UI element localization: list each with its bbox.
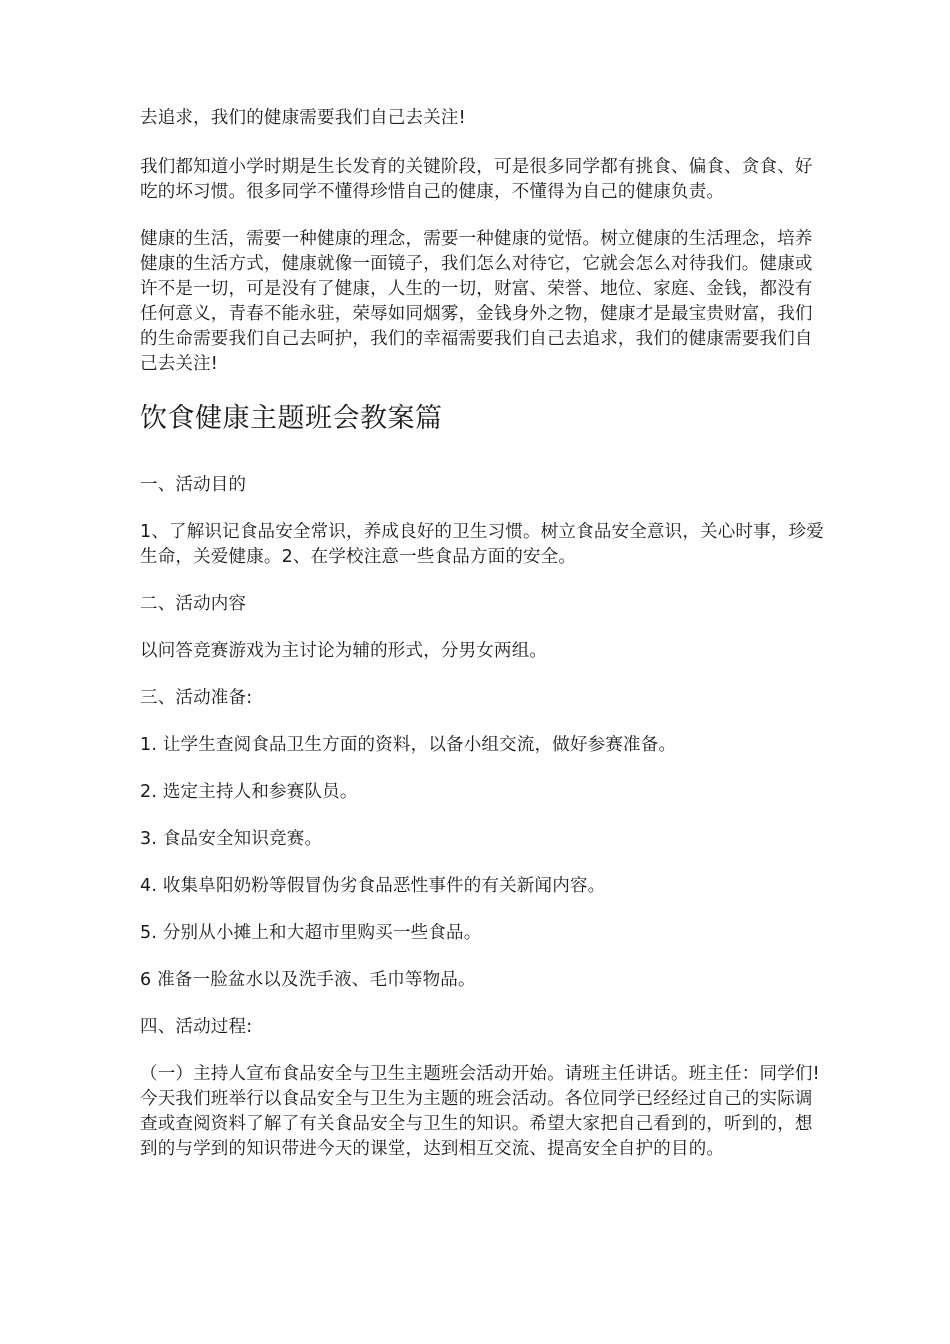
paragraph: 健康的生活，需要一种健康的理念，需要一种健康的觉悟。树立健康的生活理念，培养健康的生活方式，健康就像一面镜子，我们怎么对待它，它就会怎么对待我们。健康或许不是一切，可是没有了健康，人生的一切，财富、荣誉、地位、家庭、金钱，都没有任何意义，青春不能永驻，荣辱如同烟雾，金钱身外之物，健康才是最宝贵财富，我们的生命需要我们自己去呵护，我们的幸福需要我们自己去追求，我们的健康需要我们自己去关注!	[140, 229, 813, 374]
paragraph: 我们都知道小学时期是生长发育的关键阶段，可是很多同学都有挑食、偏食、贪食、好吃的坏习惯。很多同学不懂得珍惜自己的健康，不懂得为自己的健康负责。	[140, 157, 813, 202]
list-item: 5. 分别从小摊上和大超市里购买一些食品。	[140, 923, 482, 943]
section-title: 三、活动准备:	[140, 688, 253, 708]
paragraph: 以问答竞赛游戏为主讨论为辅的形式，分男女两组。	[140, 641, 548, 661]
list-item: 3. 食品安全知识竞赛。	[140, 829, 323, 849]
section-title: 二、活动内容	[140, 594, 247, 614]
section-title: 一、活动目的	[140, 475, 247, 495]
list-item: 1. 让学生查阅食品卫生方面的资料，以备小组交流，做好参赛准备。	[140, 735, 677, 755]
paragraph: （一）主持人宣布食品安全与卫生主题班会活动开始。请班主任讲话。班主任：同学们!今天我们班举行以食品安全与卫生为主题的班会活动。各位同学已经经过自己的实际调查或查阅资料了解了有关食品安全与卫生的知识。希望大家把自己看到的，听到的，想到的与学到的知识带进今天的课堂，达到相互交流、提高安全自护的目的。	[140, 1064, 820, 1159]
section-heading: 饮食健康主题班会教案篇	[140, 403, 443, 434]
list-item: 2. 选定主持人和参赛队员。	[140, 782, 358, 802]
paragraph: 1、了解识记食品安全常识，养成良好的卫生习惯。树立食品安全意识，关心时事，珍爱生命，关爱健康。2、在学校注意一些食品方面的安全。	[140, 522, 824, 567]
section-title: 四、活动过程:	[140, 1017, 253, 1037]
list-item: 4. 收集阜阳奶粉等假冒伪劣食品恶性事件的有关新闻内容。	[140, 876, 606, 896]
document-page	[140, 106, 830, 1184]
paragraph: 去追求，我们的健康需要我们自己去关注!	[140, 108, 466, 128]
list-item: 6 准备一脸盆水以及洗手液、毛巾等物品。	[140, 970, 476, 990]
